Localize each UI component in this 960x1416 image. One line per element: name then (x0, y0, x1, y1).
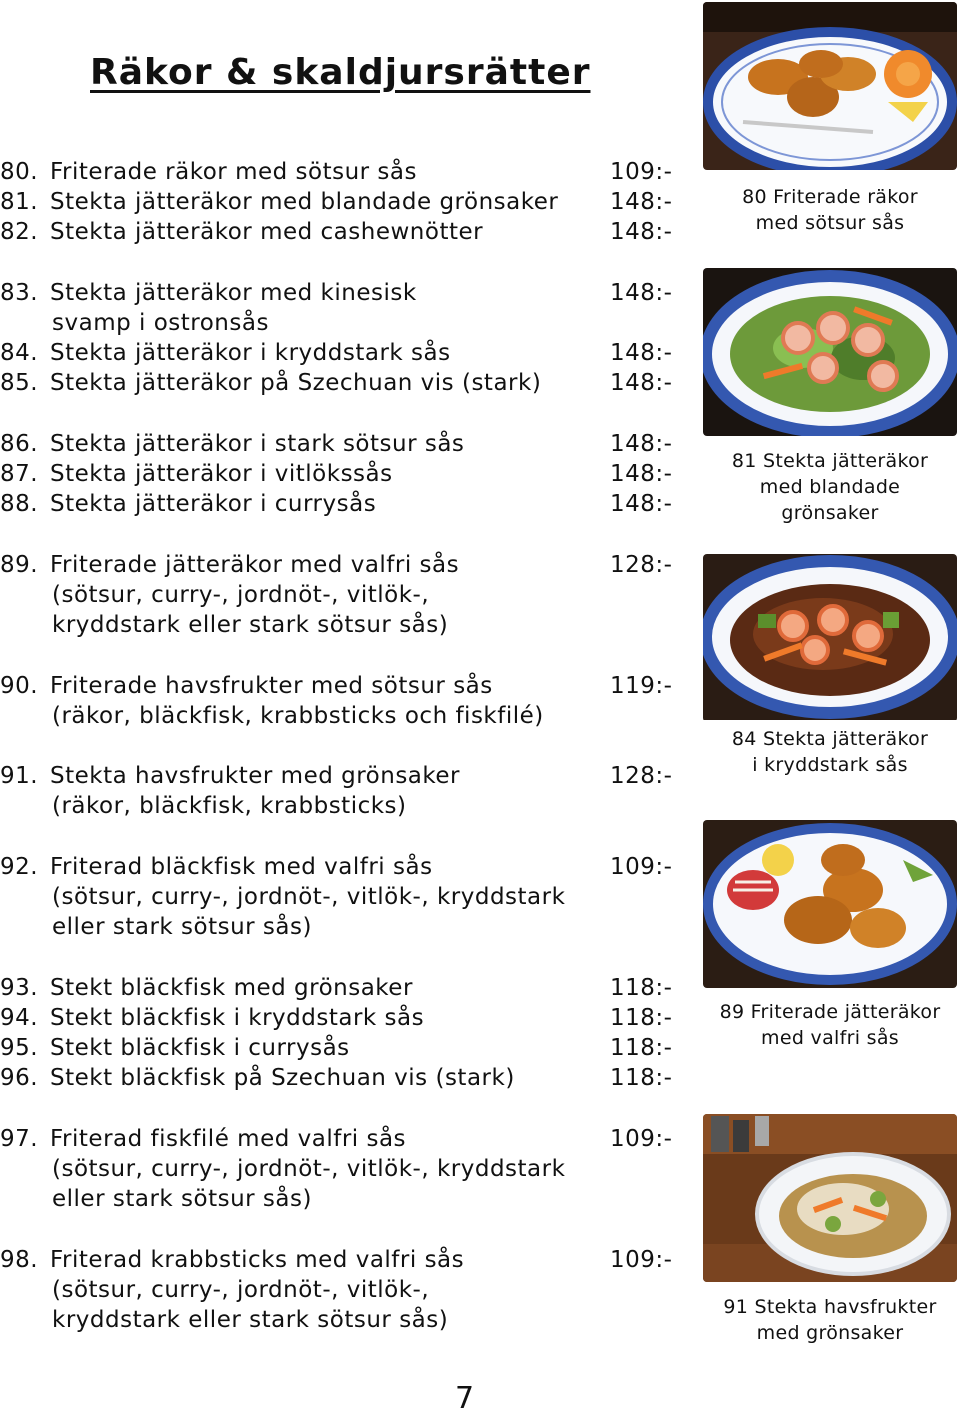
item-price: 118:- (610, 1035, 673, 1061)
item-name: Stekta jätteräkor med kinesisk (50, 280, 417, 306)
item-name: Stekta jätteräkor i kryddstark sås (50, 340, 451, 366)
item-number: 83. (0, 280, 39, 306)
caption-line: 89 Friterade jätteräkor (719, 1001, 941, 1023)
menu-item (0, 973, 690, 1003)
menu-item (0, 217, 690, 247)
item-price: 148:- (610, 340, 673, 366)
item-name: Stekt bläckfisk i kryddstark sås (50, 1005, 425, 1031)
item-price: 128:- (610, 763, 673, 789)
item-name: Stekt bläckfisk i currysås (50, 1035, 350, 1061)
item-price: 148:- (610, 280, 673, 306)
menu-item-detail (0, 701, 690, 731)
menu-item-detail (0, 1305, 690, 1335)
item-number: 81. (0, 189, 39, 215)
menu-item-detail (0, 610, 690, 640)
item-price: 118:- (610, 975, 673, 1001)
item-number: 93. (0, 975, 39, 1001)
menu-item-detail (0, 912, 690, 942)
item-description: (sötsur, curry-, jordnöt-, vitlök-, kryddstark (52, 1156, 566, 1182)
item-number: 86. (0, 431, 39, 457)
item-price: 109:- (610, 159, 673, 185)
item-price: 109:- (610, 854, 673, 880)
item-price: 148:- (610, 219, 673, 245)
item-number: 96. (0, 1065, 39, 1091)
item-description: kryddstark eller stark sötsur sås) (52, 612, 449, 638)
shrimp-vegetables-image (703, 268, 957, 436)
caption-line: med blandade (759, 476, 901, 498)
caption-line: med grönsaker (756, 1322, 904, 1344)
item-number: 92. (0, 854, 39, 880)
menu-item (0, 278, 690, 308)
item-number: 84. (0, 340, 39, 366)
menu-item (0, 157, 690, 187)
item-price: 118:- (610, 1065, 673, 1091)
caption-line: 80 Friterade räkor (742, 186, 918, 208)
seafood-vegetables-image (703, 1114, 957, 1282)
item-description: eller stark sötsur sås) (52, 914, 312, 940)
item-number: 88. (0, 491, 39, 517)
dish-photo-seafood-vegetables (703, 1114, 957, 1282)
item-name: Stekta jätteräkor på Szechuan vis (stark) (50, 370, 542, 396)
photo-caption (700, 726, 960, 778)
item-name: Stekta havsfrukter med grönsaker (50, 763, 461, 789)
page-number: 7 (455, 1381, 475, 1416)
item-name: Friterade havsfrukter med sötsur sås (50, 673, 493, 699)
menu-item-detail (0, 1275, 690, 1305)
item-number: 94. (0, 1005, 39, 1031)
fried-jumbo-shrimp-image (703, 820, 957, 988)
item-description: (sötsur, curry-, jordnöt-, vitlök-, kryddstark (52, 884, 566, 910)
photo-caption (700, 448, 960, 526)
item-price: 148:- (610, 431, 673, 457)
item-number: 95. (0, 1035, 39, 1061)
menu-item-detail (0, 1154, 690, 1184)
photo-caption (700, 1294, 960, 1346)
item-name: Stekt bläckfisk med grönsaker (50, 975, 413, 1001)
menu-item (0, 671, 690, 701)
fried-shrimp-image (703, 2, 957, 170)
menu-item (0, 1003, 690, 1033)
dish-photo-shrimp-vegetables (703, 268, 957, 436)
item-name: Stekt bläckfisk på Szechuan vis (stark) (50, 1065, 515, 1091)
dish-photo-fried-shrimp (703, 2, 957, 170)
item-name: Friterade jätteräkor med valfri sås (50, 552, 460, 578)
item-number: 85. (0, 370, 39, 396)
item-name: Stekta jätteräkor med blandade grönsaker (50, 189, 559, 215)
item-price: 109:- (610, 1126, 673, 1152)
menu-item (0, 1124, 690, 1154)
item-number: 90. (0, 673, 39, 699)
menu-item (0, 761, 690, 791)
menu-item (0, 1033, 690, 1063)
menu-item (0, 187, 690, 217)
item-number: 91. (0, 763, 39, 789)
menu-item (0, 338, 690, 368)
item-description: (sötsur, curry-, jordnöt-, vitlök-, (52, 582, 430, 608)
caption-line: med valfri sås (761, 1027, 899, 1049)
menu-item-detail (0, 791, 690, 821)
caption-line: med sötsur sås (755, 212, 905, 234)
menu-item (0, 489, 690, 519)
caption-line: i kryddstark sås (752, 754, 908, 776)
item-name: Stekta jätteräkor i stark sötsur sås (50, 431, 465, 457)
menu-item-detail (0, 882, 690, 912)
item-price: 148:- (610, 370, 673, 396)
item-description: svamp i ostronsås (52, 310, 269, 336)
item-price: 109:- (610, 1247, 673, 1273)
item-number: 89. (0, 552, 39, 578)
item-price: 148:- (610, 461, 673, 487)
item-description: eller stark sötsur sås) (52, 1186, 312, 1212)
caption-line: 81 Stekta jätteräkor (731, 450, 929, 472)
item-number: 98. (0, 1247, 39, 1273)
item-name: Stekta jätteräkor i vitlökssås (50, 461, 393, 487)
item-description: kryddstark eller stark sötsur sås) (52, 1307, 449, 1333)
menu-item (0, 550, 690, 580)
item-price: 119:- (610, 673, 673, 699)
menu-item-detail (0, 580, 690, 610)
menu-item (0, 852, 690, 882)
item-name: Friterade räkor med sötsur sås (50, 159, 417, 185)
caption-line: 91 Stekta havsfrukter (723, 1296, 937, 1318)
item-price: 118:- (610, 1005, 673, 1031)
dish-photo-spicy-shrimp (703, 554, 957, 722)
item-name: Stekta jätteräkor i currysås (50, 491, 377, 517)
photo-caption (700, 184, 960, 236)
item-number: 87. (0, 461, 39, 487)
photo-caption (700, 999, 960, 1051)
menu-item-detail (0, 1184, 690, 1214)
item-name: Friterad krabbsticks med valfri sås (50, 1247, 465, 1273)
item-price: 148:- (610, 189, 673, 215)
caption-line: 84 Stekta jätteräkor (731, 728, 929, 750)
menu-item (0, 1063, 690, 1093)
page-title: Räkor & skaldjursrätter (90, 52, 591, 93)
spicy-shrimp-image (703, 554, 957, 720)
item-price: 128:- (610, 552, 673, 578)
menu-item (0, 1245, 690, 1275)
dish-photo-fried-jumbo-shrimp (703, 820, 957, 988)
item-name: Stekta jätteräkor med cashewnötter (50, 219, 484, 245)
menu-item (0, 368, 690, 398)
item-price: 148:- (610, 491, 673, 517)
item-number: 97. (0, 1126, 39, 1152)
menu-item-detail (0, 308, 690, 338)
caption-line: grönsaker (781, 502, 879, 524)
menu-item (0, 459, 690, 489)
item-description: (sötsur, curry-, jordnöt-, vitlök-, (52, 1277, 430, 1303)
item-number: 80. (0, 159, 39, 185)
item-description: (räkor, bläckfisk, krabbsticks och fiskfilé) (52, 703, 544, 729)
item-name: Friterad bläckfisk med valfri sås (50, 854, 433, 880)
item-number: 82. (0, 219, 39, 245)
item-name: Friterad fiskfilé med valfri sås (50, 1126, 407, 1152)
item-description: (räkor, bläckfisk, krabbsticks) (52, 793, 407, 819)
menu-item (0, 429, 690, 459)
